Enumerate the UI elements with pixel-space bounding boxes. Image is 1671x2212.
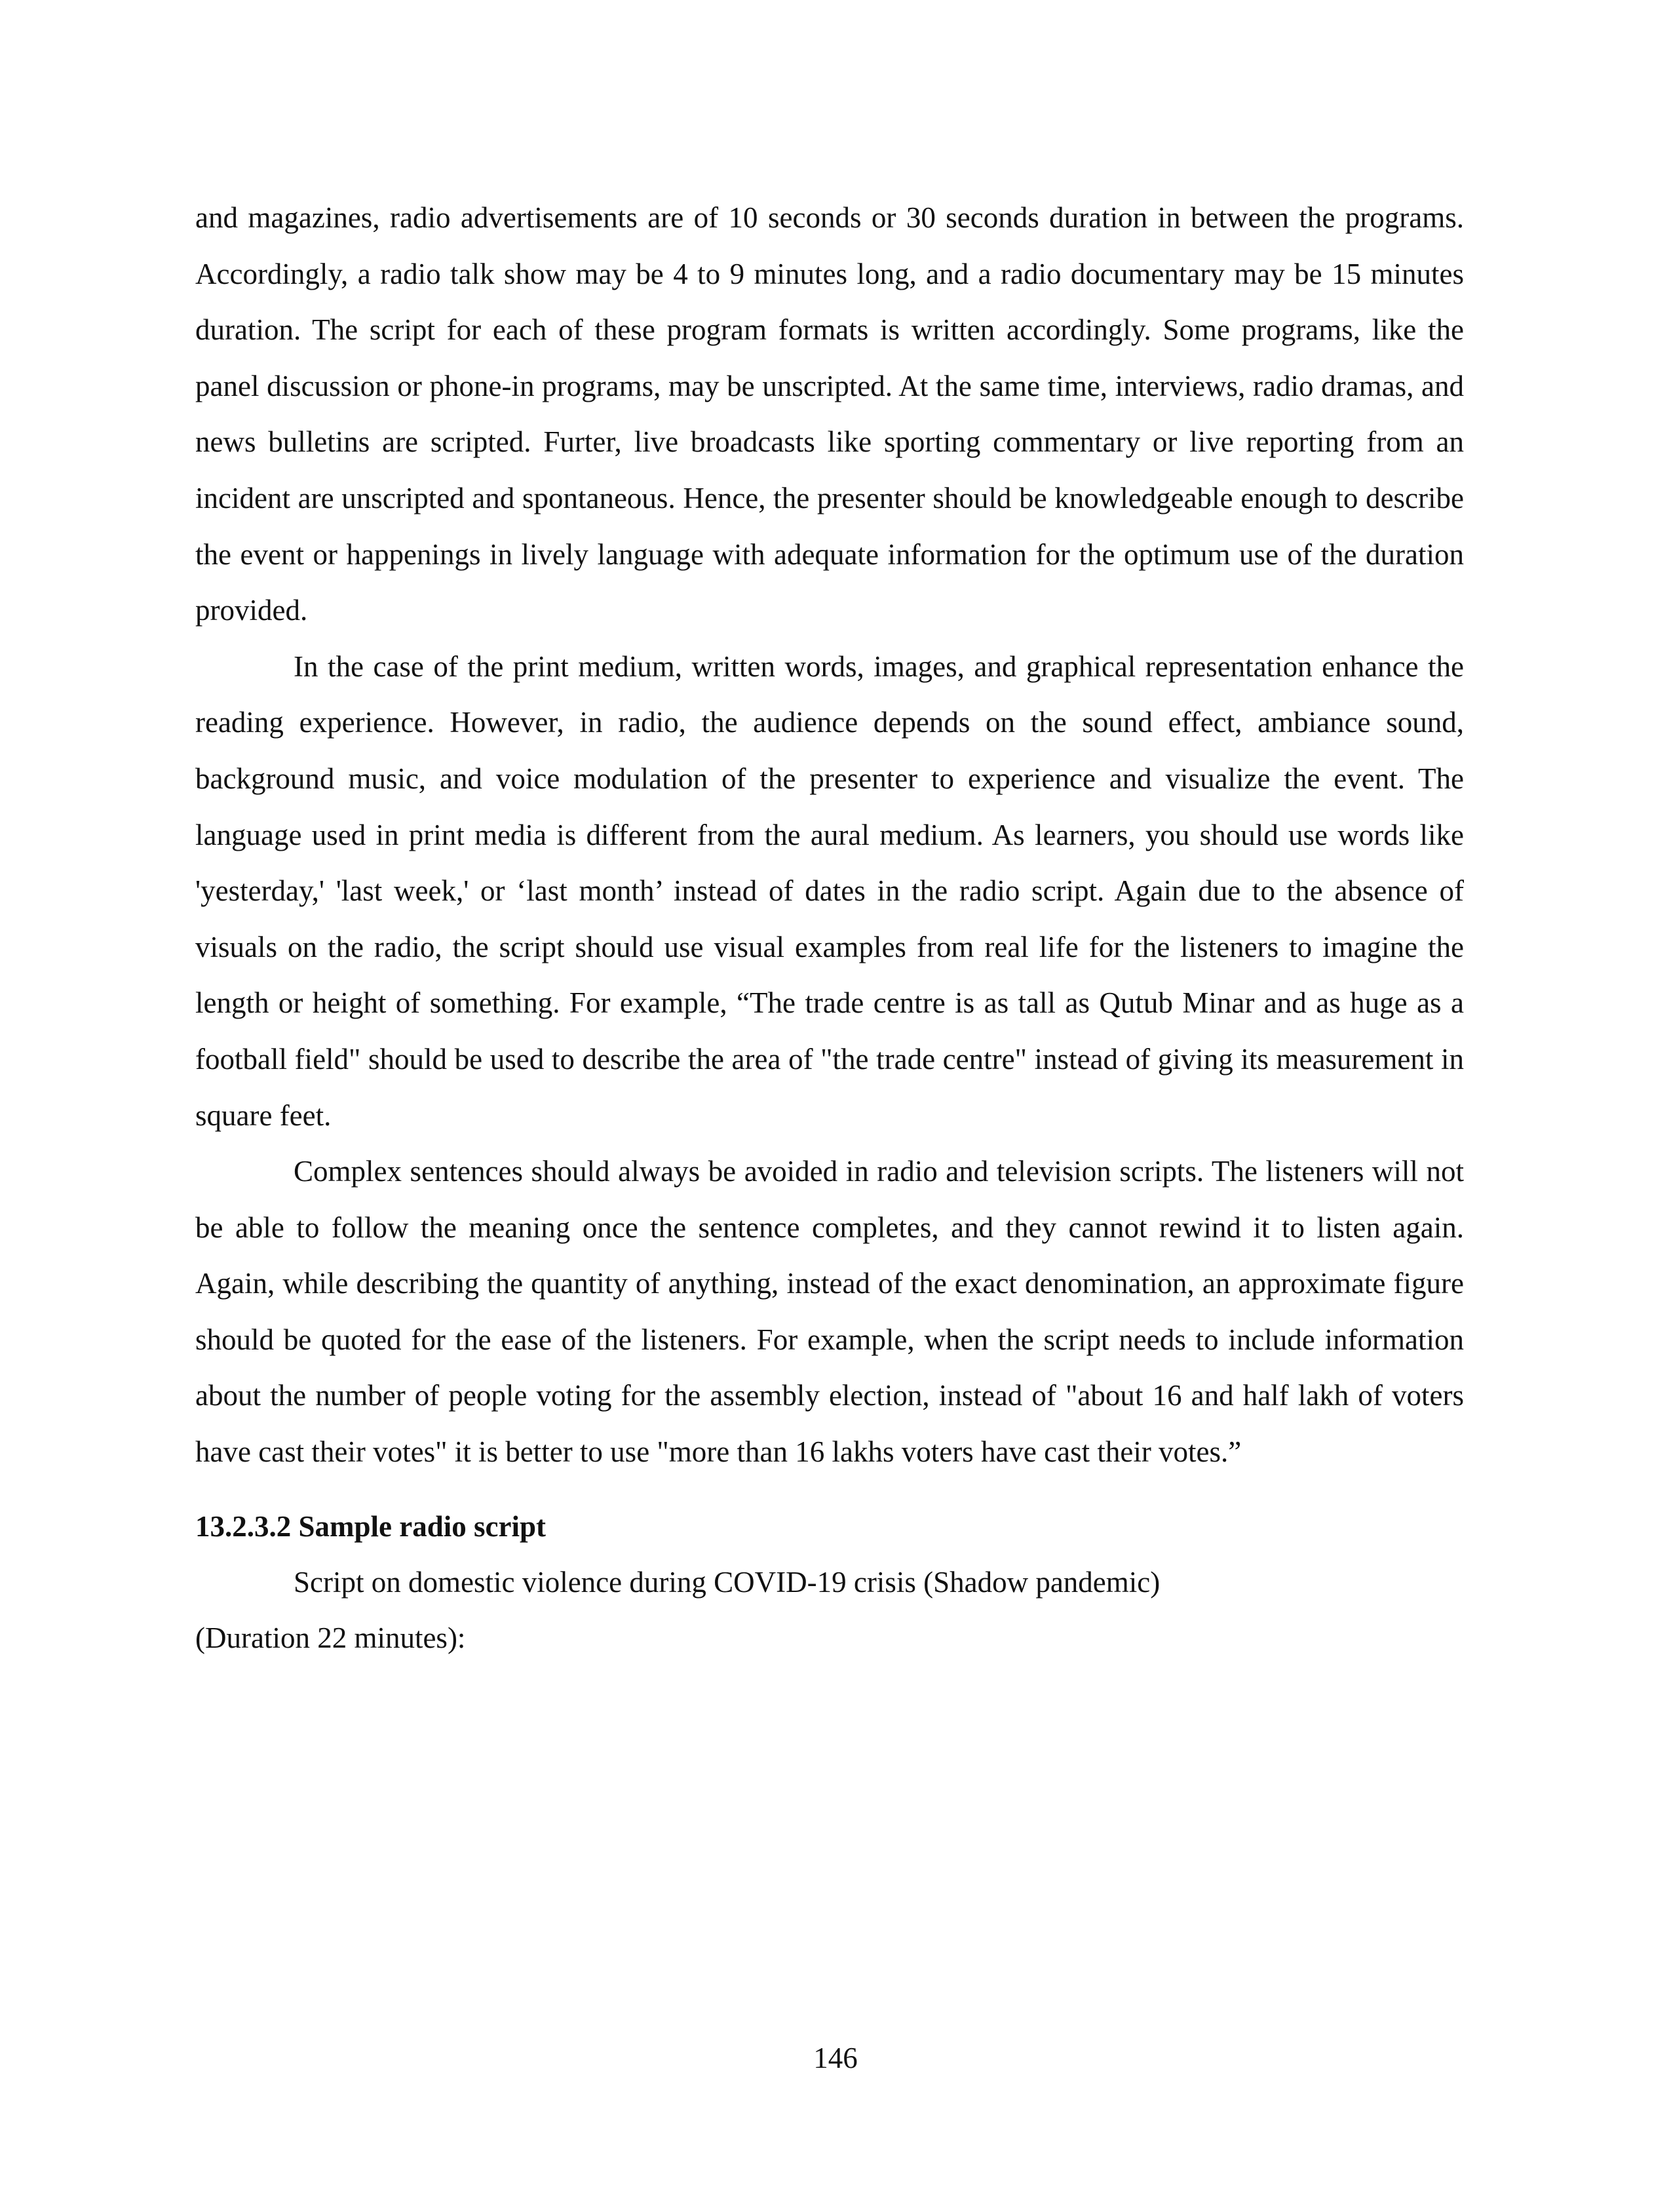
paragraph-continued: and magazines, radio advertisements are of 10 seconds or 30 seconds duration in between the programs. Accordingly, a radio talk show may be 4 to 9 minutes long, and a radio documentary may be 15 minutes duration. The script for each of these program formats is written accordingly. Some programs, like the panel discussion or phone-in programs, may be unscripted. At the same time, interviews, radio dramas, and news bulletins are scripted. Furter, live broadcasts like sporting commentary or live reporting from an incident are unscripted and spontaneous. Hence, the presenter should be knowledgeable enough to describe the event or happenings in lively language with adequate information for the optimum use of the duration provided. bbox=[195, 201, 1464, 627]
paragraph-print-vs-radio: In the case of the print medium, written words, images, and graphical representation enhance the reading experience. However, in radio, the audience depends on the sound effect, ambiance sound, background music, and voice modulation of the presenter to experience and visualize the event. The language used in print media is different from the aural medium. As learners, you should use words like 'yesterday,' 'last week,' or ‘last month’ instead of dates in the radio script. Again due to the absence of visuals on the radio, the script should use visual examples from real life for the listeners to imagine the length or height of something. For example, “The trade centre is as tall as Qutub Minar and as huge as a football field" should be used to describe the area of "the trade centre" instead of giving its measurement in square feet. bbox=[195, 650, 1464, 1132]
body-text bbox=[195, 190, 1464, 1666]
paragraph-complex-sentences: Complex sentences should always be avoided in radio and television scripts. The listeners will not be able to follow the meaning once the sentence completes, and they cannot rewind it to listen again. Again, while describing the quantity of anything, instead of the exact denomination, an approximate figure should be quoted for the ease of the listeners. For example, when the script needs to include information about the number of people voting for the assembly election, instead of "about 16 and half lakh of voters have cast their votes" it is better to use "more than 16 lakhs voters have cast their votes.” bbox=[195, 1155, 1464, 1469]
sample-script-duration: (Duration 22 minutes): bbox=[195, 1621, 466, 1654]
page-number: 146 bbox=[813, 2042, 858, 2074]
sample-script-title: Script on domestic violence during COVID-19 crisis (Shadow pandemic) bbox=[294, 1565, 1161, 1599]
section-heading: 13.2.3.2 Sample radio script bbox=[195, 1509, 546, 1543]
